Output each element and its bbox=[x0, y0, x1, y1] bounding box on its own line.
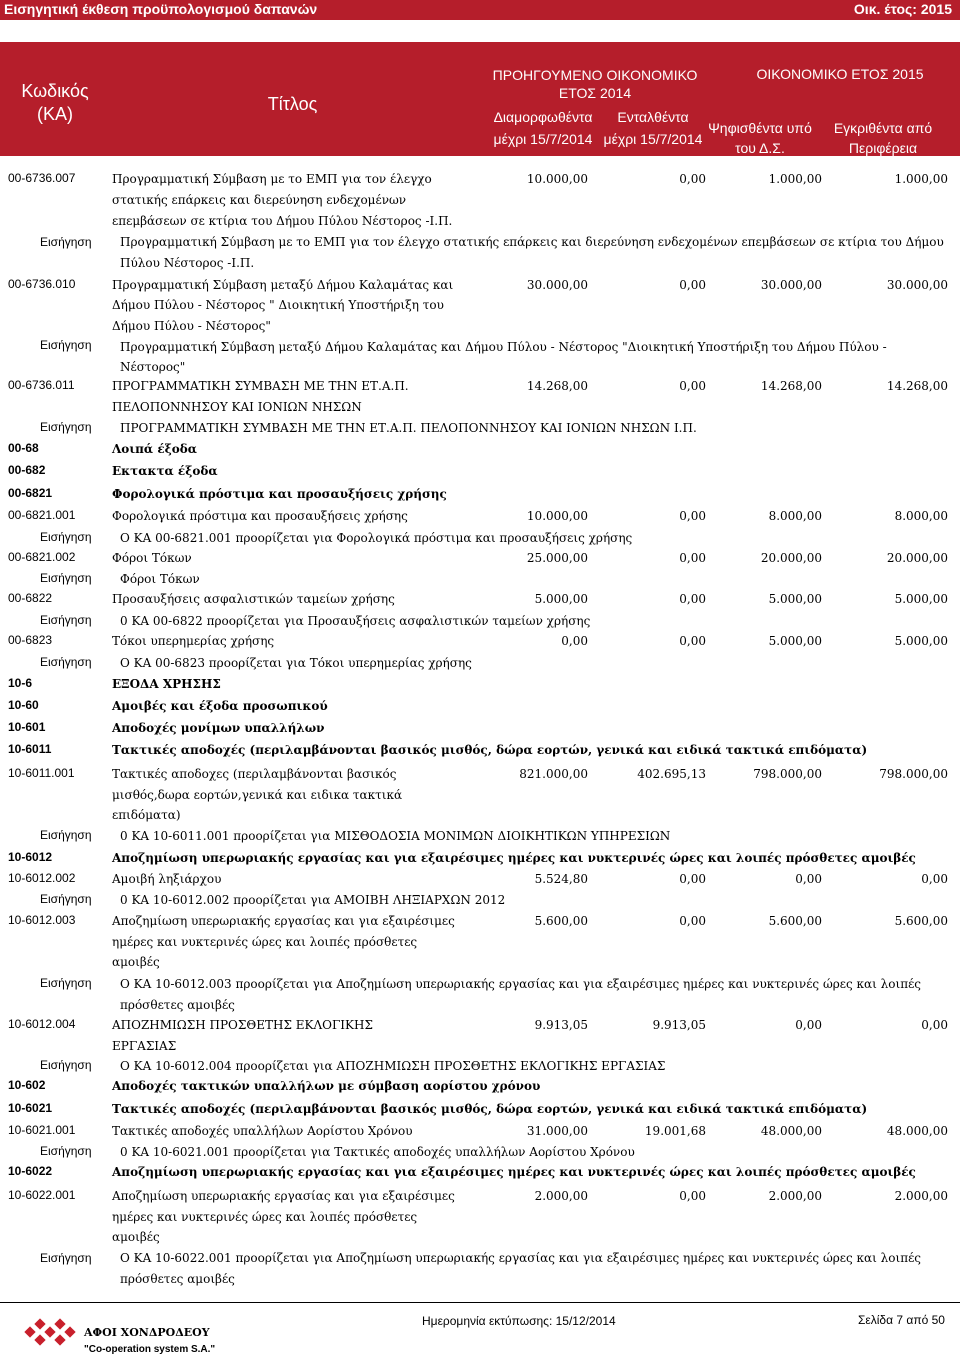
row-code: 00-6736.007 bbox=[8, 171, 76, 185]
group-title: Λοιπά έξοδα bbox=[112, 442, 197, 456]
footer-system: "Co-operation system S.A." bbox=[84, 1344, 216, 1355]
eisigisi-label: Εισήγηση bbox=[40, 235, 92, 249]
eisigisi-label: Εισήγηση bbox=[40, 420, 92, 434]
eisigisi-text: 0 ΚΑ 10-6012.002 προορίζεται για ΑΜΟΙΒΗ ΛΗΞΙΑΡΧΩΝ 2012 bbox=[120, 893, 506, 907]
value-paid: 0,00 bbox=[679, 551, 706, 565]
eisigisi-label: Εισήγηση bbox=[40, 655, 92, 669]
value-formed: 2.000,00 bbox=[534, 1189, 588, 1203]
value-approved: 5.600,00 bbox=[894, 914, 948, 928]
value-paid: 0,00 bbox=[679, 509, 706, 523]
row-code: 10-6021.001 bbox=[8, 1123, 76, 1137]
eisigisi-label: Εισήγηση bbox=[40, 530, 92, 544]
group-code: 00-6821 bbox=[8, 486, 53, 500]
eisigisi-label: Εισήγηση bbox=[40, 1251, 92, 1265]
value-paid: 402.695,13 bbox=[637, 767, 706, 781]
group-code: 10-6022 bbox=[8, 1164, 53, 1178]
row-code: 00-6736.011 bbox=[8, 378, 75, 392]
eisigisi-text: 0 ΚΑ 10-6011.001 προορίζεται για ΜΙΣΘΟΔΟΣΙΑ ΜΟΝΙΜΩΝ ΔΙΟΙΚΗΤΙΚΩΝ ΥΠΗΡΕΣΙΩΝ bbox=[120, 829, 671, 843]
eisigisi-text: πρόσθετες αμοιβές bbox=[120, 998, 235, 1012]
value-voted: 30.000,00 bbox=[760, 278, 822, 292]
table-header bbox=[0, 42, 960, 156]
eisigisi-text: 0 ΚΑ 00-6822 προορίζεται για Προσαυξήσεις ασφαλιστικών ταμείων χρήσης bbox=[120, 614, 591, 628]
eisigisi-label: Εισήγηση bbox=[40, 1144, 92, 1158]
row-title-line: Αμοιβή ληξιάρχου bbox=[112, 872, 222, 886]
value-formed: 10.000,00 bbox=[526, 509, 588, 523]
group-code: 10-602 bbox=[8, 1078, 46, 1092]
row-code: 10-6012.002 bbox=[8, 871, 76, 885]
row-code: 10-6012.004 bbox=[8, 1017, 76, 1031]
row-code: 10-6022.001 bbox=[8, 1188, 76, 1202]
row-title-line: Προγραμματική Σύμβαση μεταξύ Δήμου Καλαμάτας και bbox=[112, 278, 454, 292]
header-title: Τίτλος bbox=[267, 94, 318, 114]
value-formed: 9.913,05 bbox=[534, 1018, 588, 1032]
value-voted: 1.000,00 bbox=[768, 172, 822, 186]
value-voted: 8.000,00 bbox=[768, 509, 822, 523]
value-formed: 821.000,00 bbox=[519, 767, 588, 781]
value-approved: 2.000,00 bbox=[894, 1189, 948, 1203]
value-paid: 0,00 bbox=[679, 379, 706, 393]
value-paid: 0,00 bbox=[679, 914, 706, 928]
value-voted: 0,00 bbox=[795, 872, 822, 886]
value-formed: 0,00 bbox=[561, 634, 588, 648]
row-title-line: Τόκοι υπερημερίας χρήσης bbox=[112, 634, 275, 648]
value-approved: 798.000,00 bbox=[879, 767, 948, 781]
group-code: 00-682 bbox=[8, 463, 46, 477]
print-date: Ημερομηνία εκτύπωσης: 15/12/2014 bbox=[422, 1314, 616, 1328]
fiscal-year: Οικ. έτος: 2015 bbox=[853, 1, 952, 17]
value-formed: 5.600,00 bbox=[534, 914, 588, 928]
page-footer bbox=[0, 1302, 960, 1356]
header-col-formed-l2: μέχρι 15/7/2014 bbox=[493, 131, 593, 147]
value-paid: 0,00 bbox=[679, 872, 706, 886]
header-current-year: ΟΙΚΟΝΟΜΙΚΟ ΕΤΟΣ 2015 bbox=[756, 66, 924, 82]
eisigisi-text: Ο ΚΑ 00-6821.001 προορίζεται για Φορολογικά πρόστιμα και προσαυξήσεις χρήσης bbox=[120, 531, 633, 545]
value-formed: 25.000,00 bbox=[526, 551, 588, 565]
row-code: 00-6821.002 bbox=[8, 550, 76, 564]
group-title: Αποζημίωση υπερωριακής εργασίας και για εξαιρέσιμες ημέρες και νυκτερινές ώρες και λοιπές πρόσθετες αμοιβές bbox=[112, 1165, 916, 1179]
row-title-line: αμοιβές bbox=[112, 1230, 160, 1244]
row-code: 00-6822 bbox=[8, 591, 53, 605]
value-approved: 20.000,00 bbox=[886, 551, 948, 565]
eisigisi-label: Εισήγηση bbox=[40, 338, 92, 352]
group-code: 10-601 bbox=[8, 720, 46, 734]
value-voted: 2.000,00 bbox=[768, 1189, 822, 1203]
footer-divider bbox=[0, 1302, 960, 1303]
row-title-line: ημέρες και νυκτερινές ώρες και λοιπές πρόσθετες bbox=[112, 1210, 418, 1224]
eisigisi-text: Ο ΚΑ 10-6012.004 προορίζεται για ΑΠΟΖΗΜΙΩΣΗ ΠΡΟΣΘΕΤΗΣ ΕΚΛΟΓΙΚΗΣ ΕΡΓΑΣΙΑΣ bbox=[120, 1059, 666, 1073]
value-approved: 0,00 bbox=[921, 872, 948, 886]
eisigisi-label: Εισήγηση bbox=[40, 976, 92, 990]
header-code-line2: (ΚΑ) bbox=[37, 104, 73, 124]
page-number: Σελίδα 7 από 50 bbox=[858, 1313, 945, 1327]
header-code bbox=[0, 80, 110, 126]
value-paid: 0,00 bbox=[679, 172, 706, 186]
row-title-line: επιδόματα) bbox=[112, 808, 181, 822]
row-code: 00-6736.010 bbox=[8, 277, 76, 291]
row-title-line: ΠΡΟΓΡΑΜΜΑΤΙΚΗ ΣΥΜΒΑΣΗ ΜΕ ΤΗΝ ΕΤ.Α.Π. bbox=[112, 379, 409, 393]
footer-company: ΑΦΟΙ ΧΟΝΔΡΟΔΕΟΥ bbox=[84, 1326, 210, 1339]
eisigisi-text: Φόροι Τόκων bbox=[120, 572, 200, 586]
value-voted: 48.000,00 bbox=[760, 1124, 822, 1138]
row-title-line: Αποζημίωση υπερωριακής εργασίας και για εξαιρέσιμες bbox=[112, 1189, 455, 1203]
value-paid: 0,00 bbox=[679, 592, 706, 606]
row-title-line: Τακτικές αποδοχες (περιλαμβάνονται βασικός bbox=[112, 767, 397, 781]
header-previous-year bbox=[470, 66, 720, 102]
value-approved: 5.000,00 bbox=[894, 592, 948, 606]
eisigisi-text: Προγραμματική Σύμβαση με το ΕΜΠ για τον έλεγχο στατικής επάρκεις και διερεύνηση ενδεχομένων επεμβάσεων σε κτίρια του Δήμου bbox=[120, 235, 944, 249]
group-title: Αμοιβές και έξοδα προσωπικού bbox=[112, 699, 328, 713]
value-paid: 0,00 bbox=[679, 634, 706, 648]
eisigisi-label: Εισήγηση bbox=[40, 828, 92, 842]
row-title-line: στατικής επάρκεις και διερεύνηση ενδεχομένων bbox=[112, 193, 407, 207]
report-title: Εισηγητική έκθεση προϋπολογισμού δαπανών bbox=[4, 1, 318, 17]
header-col-voted-l2: του Δ.Σ. bbox=[735, 140, 785, 156]
value-paid: 9.913,05 bbox=[652, 1018, 706, 1032]
eisigisi-text: ΠΡΟΓΡΑΜΜΑΤΙΚΗ ΣΥΜΒΑΣΗ ΜΕ ΤΗΝ ΕΤ.Α.Π. ΠΕΛΟΠΟΝΝΗΣΟΥ ΚΑΙ ΙΟΝΙΩΝ ΝΗΣΩΝ Ι.Π. bbox=[120, 421, 697, 435]
group-title: Φορολογικά πρόστιμα και προσαυξήσεις χρήσης bbox=[112, 487, 447, 501]
eisigisi-label: Εισήγηση bbox=[40, 892, 92, 906]
header-col-approved-l1: Εγκριθέντα από bbox=[833, 120, 933, 136]
eisigisi-text: Ο ΚΑ 10-6022.001 προορίζεται για Αποζημίωση υπερωριακής εργασίας και για εξαιρέσιμες ημέρες και νυκτερινές ώρες και λοιπές bbox=[120, 1251, 922, 1265]
group-code: 10-6011 bbox=[8, 742, 52, 756]
row-code: 10-6011.001 bbox=[8, 766, 75, 780]
eisigisi-text: 0 ΚΑ 10-6021.001 προορίζεται για Τακτικές αποδοχές υπαλλήλων Αορίστου Χρόνου bbox=[120, 1145, 635, 1159]
diamond-logo-icon bbox=[22, 1314, 84, 1350]
row-code: 00-6823 bbox=[8, 633, 53, 647]
header-col-approved bbox=[818, 118, 948, 158]
eisigisi-text: πρόσθετες αμοιβές bbox=[120, 1272, 235, 1286]
group-code: 10-6012 bbox=[8, 850, 53, 864]
value-voted: 20.000,00 bbox=[760, 551, 822, 565]
row-title-line: Αποζημίωση υπερωριακής εργασίας και για εξαιρέσιμες bbox=[112, 914, 455, 928]
value-voted: 5.000,00 bbox=[768, 592, 822, 606]
value-voted: 0,00 bbox=[795, 1018, 822, 1032]
row-title-line: Τακτικές αποδοχές υπαλλήλων Αορίστου Χρόνου bbox=[112, 1124, 413, 1138]
row-title-line: ημέρες και νυκτερινές ώρες και λοιπές πρόσθετες bbox=[112, 935, 418, 949]
value-approved: 8.000,00 bbox=[894, 509, 948, 523]
eisigisi-text: Πύλου Νέστορος -Ι.Π. bbox=[120, 256, 255, 270]
value-approved: 1.000,00 bbox=[894, 172, 948, 186]
group-code: 10-6021 bbox=[8, 1101, 53, 1115]
header-col-voted-l1: Ψηφισθέντα υπό bbox=[708, 120, 812, 136]
row-title-line: ΕΡΓΑΣΙΑΣ bbox=[112, 1039, 177, 1053]
row-title-line: Δήμου Πύλου - Νέστορος " Διοικητική Υποστήριξη του bbox=[112, 298, 444, 312]
header-code-line1: Κωδικός bbox=[21, 81, 89, 101]
row-title-line: Φορολογικά πρόστιμα και προσαυξήσεις χρήσης bbox=[112, 509, 408, 523]
row-code: 00-6821.001 bbox=[8, 508, 76, 522]
value-voted: 798.000,00 bbox=[753, 767, 822, 781]
value-approved: 14.268,00 bbox=[886, 379, 948, 393]
value-approved: 48.000,00 bbox=[886, 1124, 948, 1138]
group-title: Αποδοχές μονίμων υπαλλήλων bbox=[112, 721, 325, 735]
row-title-line: Προσαυξήσεις ασφαλιστικών ταμείων χρήσης bbox=[112, 592, 395, 606]
group-title: Αποδοχές τακτικών υπαλλήλων με σύμβαση αορίστου χρόνου bbox=[112, 1079, 541, 1093]
eisigisi-label: Εισήγηση bbox=[40, 571, 92, 585]
header-col-voted bbox=[695, 118, 825, 158]
eisigisi-text: Προγραμματική Σύμβαση μεταξύ Δήμου Καλαμάτας και Δήμου Πύλου - Νέστορος "Διοικητική Υποστήριξη του Δήμου Πύλου - bbox=[120, 340, 887, 354]
value-voted: 14.268,00 bbox=[760, 379, 822, 393]
value-formed: 5.000,00 bbox=[534, 592, 588, 606]
row-title-line: ΠΕΛΟΠΟΝΝΗΣΟΥ ΚΑΙ ΙΟΝΙΩΝ ΝΗΣΩΝ bbox=[112, 400, 362, 414]
header-col-paid-l2: μέχρι 15/7/2014 bbox=[603, 131, 703, 147]
value-paid: 19.001,68 bbox=[644, 1124, 706, 1138]
row-title-line: επεμβάσεων σε κτίρια του Δήμου Πύλου Νέστορος -Ι.Π. bbox=[112, 214, 453, 228]
value-formed: 5.524,80 bbox=[534, 872, 588, 886]
eisigisi-text: Νέστορος" bbox=[120, 360, 186, 374]
group-code: 10-6 bbox=[8, 676, 33, 690]
group-code: 10-60 bbox=[8, 698, 39, 712]
row-title-line: Προγραμματική Σύμβαση με το ΕΜΠ για τον έλεγχο bbox=[112, 172, 432, 186]
header-prev-line1: ΠΡΟΗΓΟΥΜΕΝΟ ΟΙΚΟΝΟΜΙΚΟ bbox=[492, 67, 698, 83]
row-code: 10-6012.003 bbox=[8, 913, 76, 927]
eisigisi-text: Ο ΚΑ 00-6823 προορίζεται για Τόκοι υπερημερίας χρήσης bbox=[120, 656, 472, 670]
group-title: Τακτικές αποδοχές (περιλαμβάνονται βασικός μισθός, δώρα εορτών, γενικά και ειδικά τακτικά επιδόματα) bbox=[112, 1102, 868, 1116]
eisigisi-text: Ο ΚΑ 10-6012.003 προορίζεται για Αποζημίωση υπερωριακής εργασίας και για εξαιρέσιμες ημέρες και νυκτερινές ώρες και λοιπές bbox=[120, 977, 922, 991]
value-paid: 0,00 bbox=[679, 278, 706, 292]
header-col-approved-l2: Περιφέρεια bbox=[848, 140, 918, 156]
value-voted: 5.600,00 bbox=[768, 914, 822, 928]
eisigisi-label: Εισήγηση bbox=[40, 1058, 92, 1072]
group-title: Εκτακτα έξοδα bbox=[112, 464, 218, 478]
value-paid: 0,00 bbox=[679, 1189, 706, 1203]
value-formed: 30.000,00 bbox=[526, 278, 588, 292]
group-title: Αποζημίωση υπερωριακής εργασίας και για εξαιρέσιμες ημέρες και νυκτερινές ώρες και λοιπές πρόσθετες αμοιβές bbox=[112, 851, 916, 865]
value-formed: 31.000,00 bbox=[526, 1124, 588, 1138]
eisigisi-label: Εισήγηση bbox=[40, 613, 92, 627]
row-title-line: Φόροι Τόκων bbox=[112, 551, 192, 565]
header-prev-line2: ΕΤΟΣ 2014 bbox=[558, 85, 632, 101]
value-approved: 30.000,00 bbox=[886, 278, 948, 292]
value-approved: 5.000,00 bbox=[894, 634, 948, 648]
row-title-line: Δήμου Πύλου - Νέστορος" bbox=[112, 319, 271, 333]
group-code: 00-68 bbox=[8, 441, 39, 455]
header-col-formed-l1: Διαμορφωθέντα bbox=[493, 109, 593, 125]
value-formed: 10.000,00 bbox=[526, 172, 588, 186]
header-col-paid-l1: Ενταλθέντα bbox=[617, 109, 689, 125]
row-title-line: μισθός,δωρα εορτών,γενικά και ειδικα τακτικά bbox=[112, 788, 403, 802]
value-voted: 5.000,00 bbox=[768, 634, 822, 648]
group-title: Τακτικές αποδοχές (περιλαμβάνονται βασικός μισθός, δώρα εορτών, γενικά και ειδικά τακτικά επιδόματα) bbox=[112, 743, 868, 757]
row-title-line: ΑΠΟΖΗΜΙΩΣΗ ΠΡΟΣΘΕΤΗΣ ΕΚΛΟΓΙΚΗΣ bbox=[112, 1018, 373, 1032]
value-approved: 0,00 bbox=[921, 1018, 948, 1032]
value-formed: 14.268,00 bbox=[526, 379, 588, 393]
report-top-bar bbox=[0, 0, 960, 20]
row-title-line: αμοιβές bbox=[112, 955, 160, 969]
group-title: ΕΞΟΔΑ ΧΡΗΣΗΣ bbox=[112, 677, 221, 691]
